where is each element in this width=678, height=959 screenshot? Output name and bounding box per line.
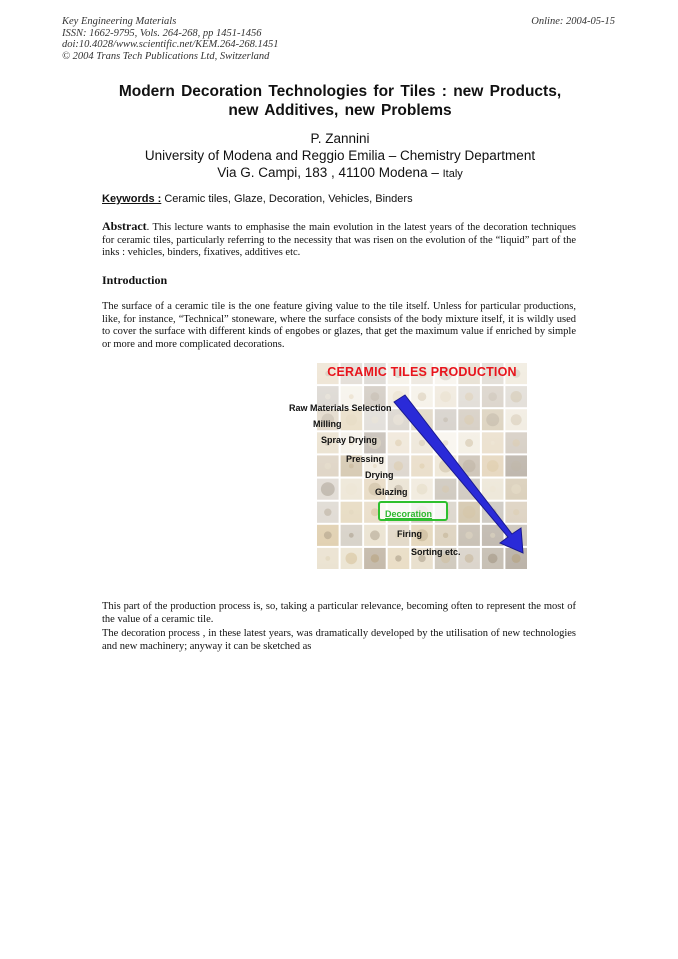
- step-pressing: Pressing: [346, 454, 385, 464]
- step-firing: Firing: [397, 529, 422, 539]
- abstract-label: Abstract: [102, 219, 147, 233]
- issn-line: ISSN: 1662-9795, Vols. 264-268, pp 1451-1456: [62, 27, 262, 39]
- address: Via G. Campi, 183 , 41100 Modena –: [217, 165, 439, 180]
- affiliation: University of Modena and Reggio Emilia – Chemistry Department: [144, 148, 536, 163]
- copyright-line: © 2004 Trans Tech Publications Ltd, Switzerland: [62, 50, 270, 62]
- journal-header: [62, 16, 279, 62]
- paper-title: [70, 82, 610, 120]
- doi-line: doi:10.4028/www.scientific.net/KEM.264-268.1451: [62, 39, 279, 50]
- journal-name: Key Engineering Materials: [62, 16, 177, 27]
- keywords-line: [102, 193, 413, 205]
- step-drying: Drying: [365, 470, 394, 480]
- step-spray-drying: Spray Drying: [321, 435, 378, 445]
- author-block: [70, 130, 610, 183]
- section-heading-introduction: Introduction: [102, 273, 168, 287]
- author-name: P. Zannini: [310, 131, 370, 146]
- paragraph-relevance: This part of the production process is, so, taking a particular relevance, becoming often to represent the most of the value of a ceramic tile.: [102, 601, 576, 625]
- title-line-2: new Additives, new Problems: [228, 102, 452, 119]
- step-sorting: Sorting etc.: [411, 547, 461, 557]
- figure-title: CERAMIC TILES PRODUCTION: [327, 365, 517, 379]
- abstract-paragraph: [102, 220, 576, 260]
- abstract-text: . This lecture wants to emphasise the main evolution in the latest years of the decoration techniques for ceramic tiles, particularly referring to the necessity that was risen on the evolution of the “liquid” part of the inks : vehicles, binders, fixatives, additives etc.: [102, 222, 576, 258]
- step-milling: Milling: [313, 419, 342, 429]
- address-line: [70, 164, 610, 183]
- keywords-text: Ceramic tiles, Glaze, Decoration, Vehicles, Binders: [164, 193, 413, 205]
- step-glazing: Glazing: [375, 487, 408, 497]
- production-figure: [316, 362, 528, 570]
- online-date: Online: 2004-05-15: [531, 16, 615, 27]
- keywords-label: Keywords :: [102, 193, 162, 205]
- mosaic-fade: [316, 362, 528, 570]
- paragraph-decoration-process: The decoration process , in these latest years, was dramatically developed by the utilisation of new technologies and new machinery; anyway it can be sketched as: [102, 628, 576, 652]
- step-decoration: Decoration: [385, 509, 433, 519]
- title-line-1: Modern Decoration Technologies for Tiles : new Products,: [118, 83, 562, 100]
- step-raw-materials: Raw Materials Selection: [289, 403, 392, 413]
- address-country: Italy: [442, 168, 463, 180]
- intro-paragraph: The surface of a ceramic tile is the one feature giving value to the tile itself. Unless for particular productions, like, for instance, “Technical” stoneware, where the surface consists of the body mixture itself, it is wildly used to cover the surface with different kinds of engobes or glazes, that get the maximum value if enriched by simple or more and more complicated decorations.: [102, 301, 576, 350]
